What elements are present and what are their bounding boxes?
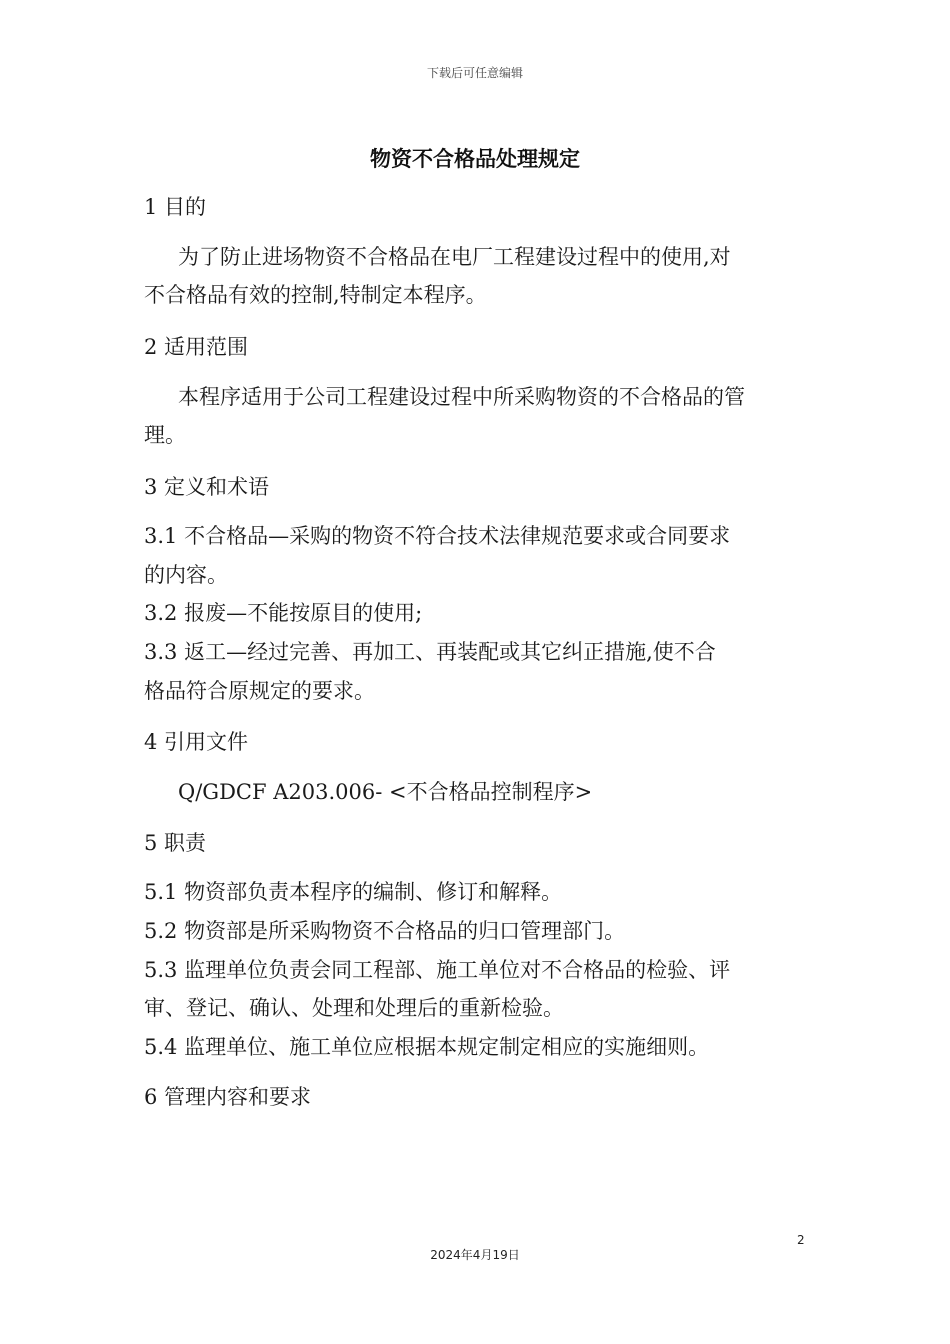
section-1-heading: 1 目的 [144, 195, 207, 219]
page-number: 2 [797, 1233, 805, 1247]
clause-5-2: 5.2 物资部是所采购物资不合格品的归口管理部门。 [144, 919, 626, 943]
clause-3-1-line-1: 3.1 不合格品—采购的物资不符合技术法律规范要求或合同要求 [144, 524, 731, 548]
clause-3-3-line-1: 3.3 返工—经过完善、再加工、再装配或其它纠正措施,使不合 [144, 640, 716, 664]
document-title: 物资不合格品处理规定 [370, 147, 580, 171]
clause-3-2: 3.2 报废—不能按原目的使用; [144, 601, 423, 625]
footer-date: 2024年4月19日 [430, 1248, 520, 1262]
clause-5-3-line-1: 5.3 监理单位负责会同工程部、施工单位对不合格品的检验、评 [144, 958, 731, 982]
section-5-heading: 5 职责 [144, 831, 207, 855]
clause-3-1-line-2: 的内容。 [144, 563, 228, 587]
clause-5-1: 5.1 物资部负责本程序的编制、修订和解释。 [144, 880, 563, 904]
header-note: 下载后可任意编辑 [426, 66, 523, 80]
clause-5-3-line-2: 审、登记、确认、处理和处理后的重新检验。 [144, 996, 564, 1020]
section-2-paragraph-line-1: 本程序适用于公司工程建设过程中所采购物资的不合格品的管 [178, 385, 745, 409]
section-2-paragraph-line-2: 理。 [144, 423, 186, 447]
section-2-heading: 2 适用范围 [144, 335, 249, 359]
clause-5-4: 5.4 监理单位、施工单位应根据本规定制定相应的实施细则。 [144, 1035, 710, 1059]
section-4-heading: 4 引用文件 [144, 730, 249, 754]
section-1-paragraph-line-2: 不合格品有效的控制,特制定本程序。 [144, 283, 487, 307]
clause-3-3-line-2: 格品符合原规定的要求。 [144, 679, 375, 703]
section-1-paragraph-line-1: 为了防止进场物资不合格品在电厂工程建设过程中的使用,对 [178, 245, 731, 269]
section-6-heading: 6 管理内容和要求 [144, 1085, 312, 1109]
reference-document: Q/GDCF A203.006- <不合格品控制程序> [178, 780, 593, 804]
section-3-heading: 3 定义和术语 [144, 475, 270, 499]
